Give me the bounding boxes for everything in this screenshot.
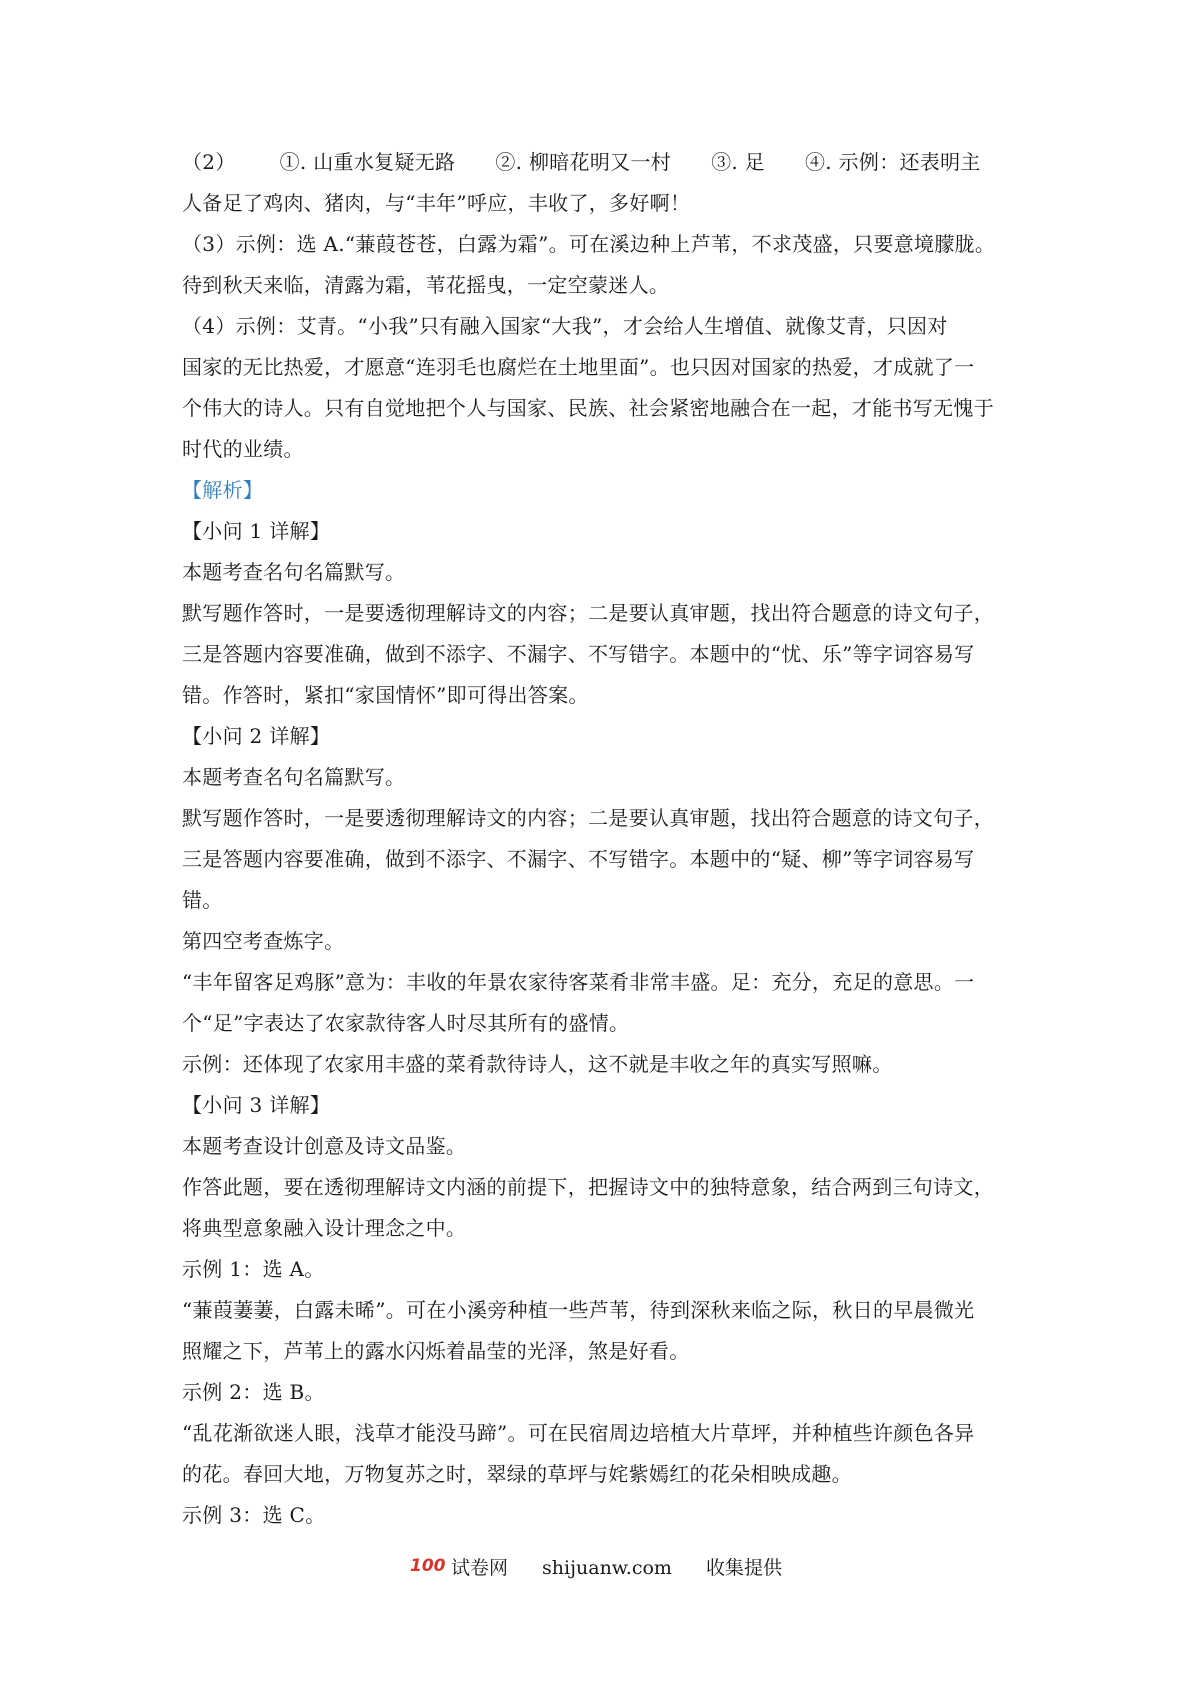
text-line: 将典型意象融入设计理念之中。 [182,1216,467,1240]
text-line: 第四空考查炼字。 [182,929,345,953]
example-heading: 示例 1：选 A。 [182,1257,325,1281]
example-heading: 示例 3：选 C。 [182,1503,326,1527]
text-line: 作答此题，要在透彻理解诗文内涵的前提下，把握诗文中的独特意象，结合两到三句诗文， [182,1175,994,1199]
text-line: 个“足”字表达了农家款待客人时尽其所有的盛情。 [182,1011,630,1035]
site-logo [409,1554,449,1585]
text-line: 默写题作答时，一是要透彻理解诗文的内容；二是要认真审题，找出符合题意的诗文句子， [182,601,994,625]
text-line: 三是答题内容要准确，做到不添字、不漏字、不写错字。本题中的“忧、乐”等字词容易写 [182,642,975,666]
text-line: 的花。春回大地，万物复苏之时，翠绿的草坪与姹紫嫣红的花朵相映成趣。 [182,1462,852,1486]
q4-answer-line: （4）示例：艾青。“小我”只有融入国家“大我”，才会给人生增值、就像艾青，只因对 [182,314,948,338]
text-line: 三是答题内容要准确，做到不添字、不漏字、不写错字。本题中的“疑、柳”等字词容易写 [182,847,975,871]
footer-brand: 试卷网 [451,1557,509,1579]
q2-item-1: ①. 山重水复疑无路 [279,150,456,174]
text-line: 本题考查名句名篇默写。 [182,560,406,584]
footer-domain: shijuanw.com [542,1557,672,1579]
subquestion-3-heading: 【小问 3 详解】 [182,1093,331,1117]
q3-answer-line: （3）示例：选 A.“蒹葭苍苍，白露为霜”。可在溪边种上芦苇，不求茂盛，只要意境朦胧。 [182,232,996,256]
example-heading: 示例 2：选 B。 [182,1380,325,1404]
text-line: 本题考查设计创意及诗文品鉴。 [182,1134,467,1158]
footer-note: 收集提供 [705,1557,782,1579]
text-line: “蒹葭萋萋，白露未晞”。可在小溪旁种植一些芦苇，待到深秋来临之际，秋日的早晨微光 [182,1298,975,1322]
logo-text: 100 [410,1555,446,1576]
subquestion-2-heading: 【小问 2 详解】 [182,724,331,748]
q2-item-3: ③. 足 [711,150,765,174]
text-line: 错。作答时，紧扣“家国情怀”即可得出答案。 [182,683,589,707]
text-line: 人备足了鸡肉、猪肉，与“丰年”呼应，丰收了，多好啊！ [182,191,691,215]
text-line: 本题考查名句名篇默写。 [182,765,406,789]
analysis-heading: 【解析】 [182,478,264,502]
text-line: “乱花渐欲迷人眼，浅草才能没马蹄”。可在民宿周边培植大片草坪，并种植些许颜色各异 [182,1421,975,1445]
page-footer [0,1553,1191,1585]
text-line: 待到秋天来临，清露为霜，苇花摇曳，一定空蒙迷人。 [182,273,670,297]
text-line: “丰年留客足鸡豚”意为：丰收的年景农家待客菜肴非常丰盛。足：充分，充足的意思。一 [182,970,975,994]
q2-item-4: ④. 示例：还表明主 [804,150,981,174]
text-line: 错。 [182,888,223,912]
document-body [182,142,1018,1536]
q2-prefix: （2） [182,150,236,174]
text-line: 照耀之下，芦苇上的露水闪烁着晶莹的光泽，煞是好看。 [182,1339,690,1363]
text-line: 国家的无比热爱，才愿意“连羽毛也腐烂在土地里面”。也只因对国家的热爱，才成就了一 [182,355,975,379]
text-line: 时代的业绩。 [182,437,304,461]
q2-item-2: ②. 柳暗花明又一村 [495,150,672,174]
subquestion-1-heading: 【小问 1 详解】 [182,519,331,543]
text-line: 个伟大的诗人。只有自觉地把个人与国家、民族、社会紧密地融合在一起，才能书写无愧于 [182,396,994,420]
text-line: 默写题作答时，一是要透彻理解诗文的内容；二是要认真审题，找出符合题意的诗文句子， [182,806,994,830]
q2-answer-line [182,142,1018,183]
text-line: 示例：还体现了农家用丰盛的菜肴款待诗人，这不就是丰收之年的真实写照嘛。 [182,1052,893,1076]
